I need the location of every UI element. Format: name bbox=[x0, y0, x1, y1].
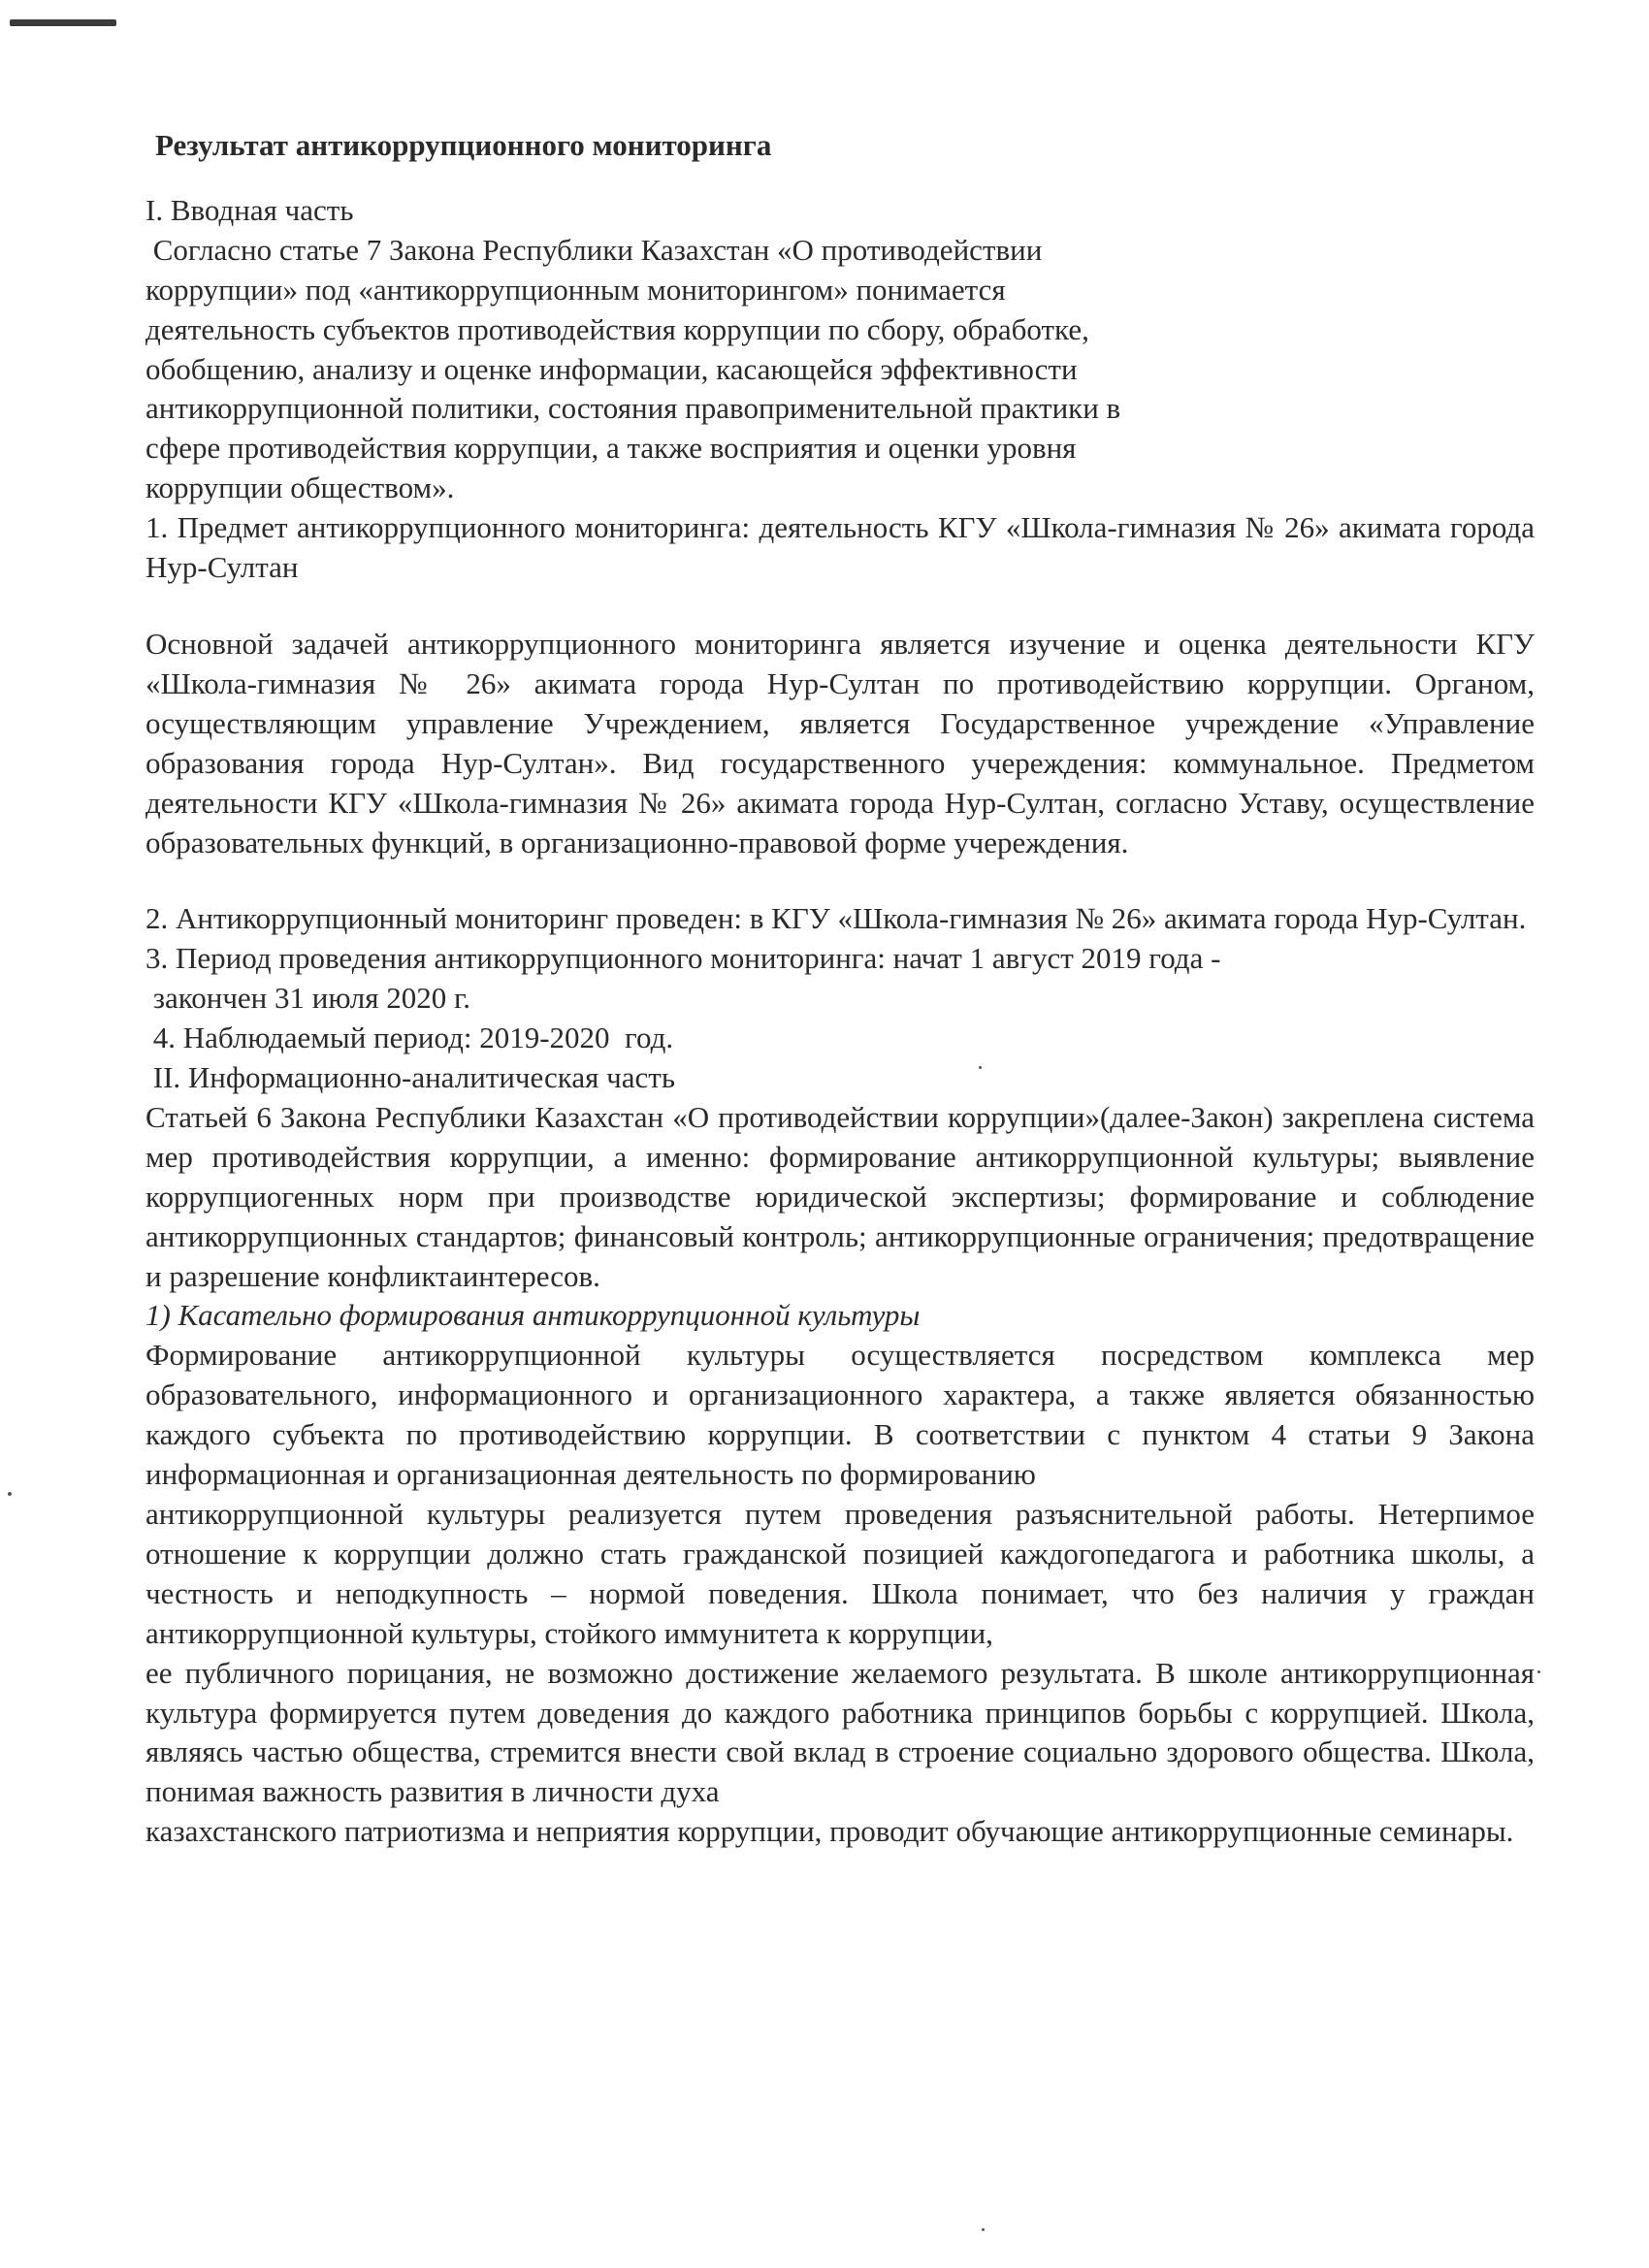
section-2-heading: II. Информационно-аналитическая часть bbox=[146, 1060, 675, 1095]
scan-edge-mark bbox=[10, 19, 116, 26]
scan-speck bbox=[1537, 1670, 1540, 1673]
scan-speck bbox=[982, 2228, 985, 2231]
document-page bbox=[146, 126, 1535, 1852]
scan-speck bbox=[8, 1492, 12, 1496]
item-2-conducted: 2. Антикоррупционный мониторинг проведен: в КГУ «Школа-гимназия № 26» акимата города Нур-Султан. bbox=[146, 901, 1527, 936]
culture-paragraph-a: Формирование антикоррупционной культуры осуществляется посредством комплекса мер образовательного, информационного и организационного характера, а также является обязанностью каждого субъекта по противодействию коррупции. В соответствии с пунктом 4 статьи 9 Закона информационная и организационная деятельность по формированию bbox=[146, 1338, 1535, 1492]
item-3-period-line1: 3. Период проведения антикоррупционного мониторинга: начат 1 август 2019 года - bbox=[146, 941, 1221, 976]
intro-line: сфере противодействия коррупции, а также восприятия и оценки уровня bbox=[146, 431, 1077, 466]
item-1-subject: 1. Предмет антикоррупционного мониторинга: деятельность КГУ «Школа-гимназия № 26» акимата города Нур-Султан bbox=[146, 510, 1535, 585]
culture-paragraph-b: антикоррупционной культуры реализуется путем проведения разъяснительной работы. Нетерпимое отношение к коррупции должно стать гражданской позицией каждогопедагога и работника школы, а честность и неподкупность – нормой поведения. Школа понимает, что без наличия у граждан антикоррупционной культуры, стойкого иммунитета к коррупции, bbox=[146, 1497, 1535, 1650]
intro-line: деятельность субъектов противодействия коррупции по сбору, обработке, bbox=[146, 311, 1089, 346]
section-2-paragraph: Статьей 6 Закона Республики Казахстан «О противодействии коррупции»(далее-Закон) закреплена система мер противодействия коррупции, а именно: формирование антикоррупционной культуры; выявление коррупциогенных норм при производстве юридической экспертизы; формирование и соблюдение антикоррупционных стандартов; финансовый контроль; антикоррупционные ограничения; предотвращение и разрешение конфликтаинтересов. bbox=[146, 1099, 1535, 1293]
subsection-1-heading: 1) Касательно формирования антикоррупционной культуры bbox=[146, 1298, 921, 1333]
intro-heading: I. Вводная часть bbox=[146, 192, 354, 227]
intro-line: антикоррупционной политики, состояния правоприменительной практики в bbox=[146, 391, 1121, 426]
item-4-observed-period: 4. Наблюдаемый период: 2019-2020 год. bbox=[146, 1021, 674, 1055]
intro-line: коррупции обществом». bbox=[146, 470, 455, 505]
item-3-period-line2: закончен 31 июля 2020 г. bbox=[146, 981, 470, 1016]
culture-paragraph-c: ее публичного порицания, не возможно достижение желаемого результата. В школе антикоррупционная культура формируется путем доведения до каждого работника принципов борьбы с коррупцией. Школа, являясь частью общества, стремится внести свой вклад в строение социально здорового общества. Школа, понимая важность развития в личности духа bbox=[146, 1655, 1535, 1809]
culture-paragraph-d: казахстанского патриотизма и неприятия коррупции, проводит обучающие антикоррупционные семинары. bbox=[146, 1814, 1514, 1849]
document-title: Результат антикоррупционного мониторинга bbox=[155, 128, 772, 162]
intro-line: обобщению, анализу и оценке информации, касающейся эффективности bbox=[146, 351, 1078, 386]
intro-line: Согласно статье 7 Закона Республики Казахстан «О противодействии bbox=[146, 232, 1043, 267]
intro-line: коррупции» под «антикоррупционным мониторингом» понимается bbox=[146, 272, 1006, 307]
main-task-paragraph: Основной задачей антикоррупционного мониторинга является изучение и оценка деятельности КГУ «Школа-гимназия № 26» акимата города Нур-Султан по противодействию коррупции. Органом, осуществляющим управление Учреждением, является Государственное учреждение «Управление образования города Нур-Султан». Вид государственного учереждения: коммунальное. Предметом деятельности КГУ «Школа-гимназия № 26» акимата города Нур-Султан, согласно Уставу, осуществление образовательных функций, в организационно-правовой форме учереждения. bbox=[146, 626, 1535, 859]
